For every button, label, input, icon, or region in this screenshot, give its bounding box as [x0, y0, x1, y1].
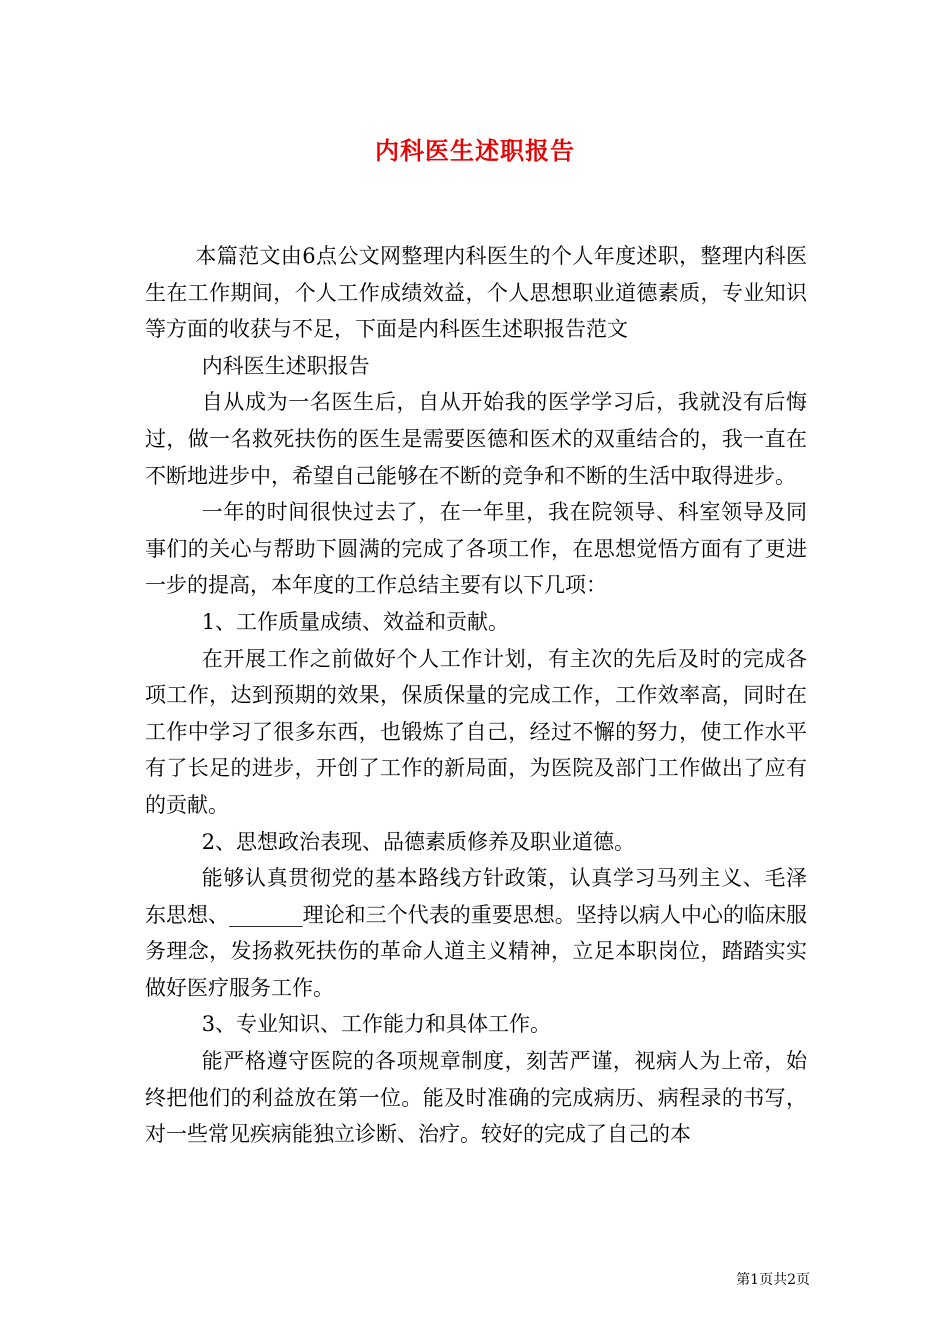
body-paragraph: 能严格遵守医院的各项规章制度，刻苦严谨，视病人为上帝，始终把他们的利益放在第一位。能及时准确的完成病历、病程录的书写，对一些常见疾病能独立诊断、治疗。较好的完成了自己的本: [145, 1049, 807, 1147]
document-body: [145, 238, 807, 1153]
section-heading: 1、工作质量成绩、效益和贡献。: [201, 609, 510, 634]
body-paragraph: 在开展工作之前做好个人工作计划，有主次的先后及时的完成各项工作，达到预期的效果，保质保量的完成工作，工作效率高，同时在工作中学习了很多东西，也锻炼了自己，经过不懈的努力，使工作水平有了长足的进步，开创了工作的新局面，为医院及部门工作做出了应有的贡献。: [145, 646, 807, 817]
body-paragraph: 一年的时间很快过去了，在一年里，我在院领导、科室领导及同事们的关心与帮助下圆满的完成了各项工作，在思想觉悟方面有了更进一步的提高，本年度的工作总结主要有以下几项：: [145, 500, 807, 598]
subtitle-paragraph: 内科医生述职报告: [201, 353, 370, 378]
body-paragraph: 能够认真贯彻党的基本路线方针政策，认真学习马列主义、毛泽东思想、_______理论和三个代表的重要思想。坚持以病人中心的临床服务理念，发扬救死扶伤的革命人道主义精神，立足本职岗位，踏踏实实做好医疗服务工作。: [145, 866, 807, 1000]
page-number: 第1页共2页: [736, 1272, 810, 1288]
section-heading: 2、思想政治表现、品德素质修养及职业道德。: [201, 829, 636, 854]
section-heading: 3、专业知识、工作能力和具体工作。: [201, 1012, 552, 1037]
intro-paragraph: 本篇范文由6点公文网整理内科医生的个人年度述职，整理内科医生在工作期间，个人工作成绩效益，个人思想职业道德素质，专业知识等方面的收获与不足，下面是内科医生述职报告范文: [145, 244, 807, 342]
body-paragraph: 自从成为一名医生后，自从开始我的医学学习后，我就没有后悔过，做一名救死扶伤的医生是需要医德和医术的双重结合的，我一直在不断地进步中，希望自己能够在不断的竞争和不断的生活中取得进步。: [145, 390, 807, 488]
document-title: 内科医生述职报告: [375, 136, 575, 165]
